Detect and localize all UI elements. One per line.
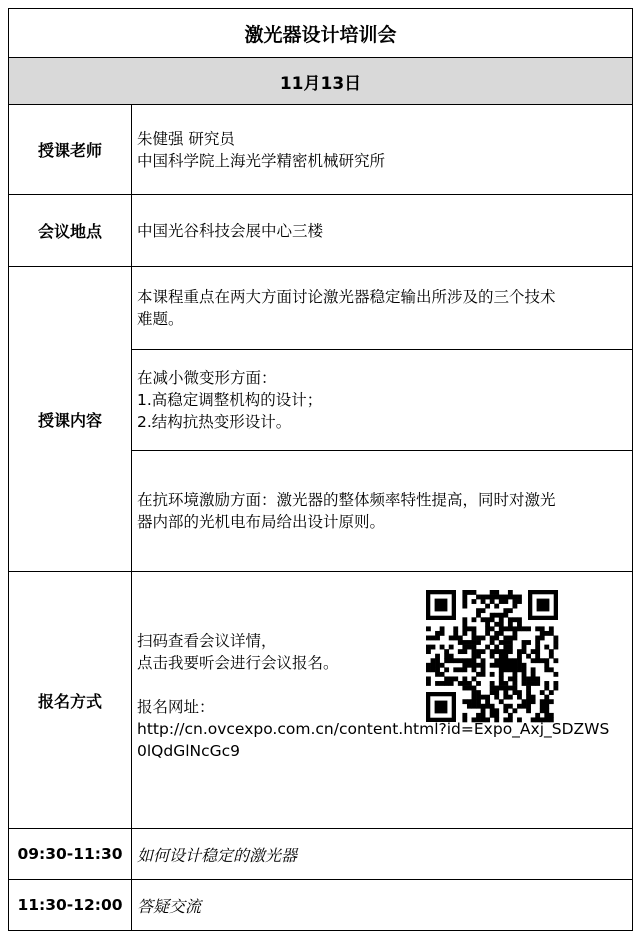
teacher-row [9, 105, 633, 195]
date-row [9, 58, 633, 105]
session-time: 11:30-12:00 [9, 880, 132, 931]
schedule-row [9, 829, 633, 880]
registration-row [9, 572, 633, 829]
registration-line-1: 扫码查看会议详情， [137, 632, 277, 650]
content-item-1-line-2: 难题。 [137, 310, 184, 328]
session-topic: 答疑交流 [132, 880, 633, 931]
qr-finder-top-right [528, 590, 558, 620]
teacher-value [132, 105, 633, 195]
content-item-1-line-1: 本课程重点在两大方面讨论激光器稳定输出所涉及的三个技术 [137, 288, 556, 306]
page-title: 激光器设计培训会 [9, 9, 633, 58]
registration-line-2: 点击我要听会进行会议报名。 [137, 654, 339, 672]
date-heading: 11月13日 [9, 58, 633, 105]
content-label: 授课内容 [9, 267, 132, 572]
qr-finder-top-left [426, 590, 456, 620]
registration-url-link[interactable]: http://cn.ovcexpo.com.cn/content.html?id=Expo_Axj_SDZWS0lQdGlNcGc9 [137, 720, 610, 760]
content-item-1 [132, 267, 633, 350]
schedule-row [9, 880, 633, 931]
content-item-3-line-1: 在抗环境激励方面：激光器的整体频率特性提高，同时对激光 [137, 491, 556, 509]
registration-label: 报名方式 [9, 572, 132, 829]
content-item-2 [132, 350, 633, 451]
schedule-table [8, 8, 633, 931]
title-row [9, 9, 633, 58]
venue-value: 中国光谷科技会展中心三楼 [132, 195, 633, 267]
registration-spacer [137, 674, 615, 696]
content-item-2-line-1: 在减小微变形方面： [137, 369, 277, 387]
content-item-2-line-2: 1.高稳定调整机构的设计； [137, 391, 323, 409]
teacher-institution: 中国科学院上海光学精密机械研究所 [137, 151, 386, 170]
session-time: 09:30-11:30 [9, 829, 132, 880]
content-row-1 [9, 267, 633, 350]
venue-row [9, 195, 633, 267]
content-item-3-line-2: 器内部的光机电布局给出设计原则。 [137, 513, 386, 531]
registration-text [137, 630, 615, 762]
registration-value [132, 572, 633, 829]
content-item-3 [132, 451, 633, 572]
registration-url-label: 报名网址： [137, 698, 215, 716]
venue-label: 会议地点 [9, 195, 132, 267]
session-topic: 如何设计稳定的激光器 [132, 829, 633, 880]
teacher-label: 授课老师 [9, 105, 132, 195]
content-item-2-line-3: 2.结构抗热变形设计。 [137, 413, 292, 431]
teacher-name: 朱健强 研究员 [137, 129, 235, 148]
